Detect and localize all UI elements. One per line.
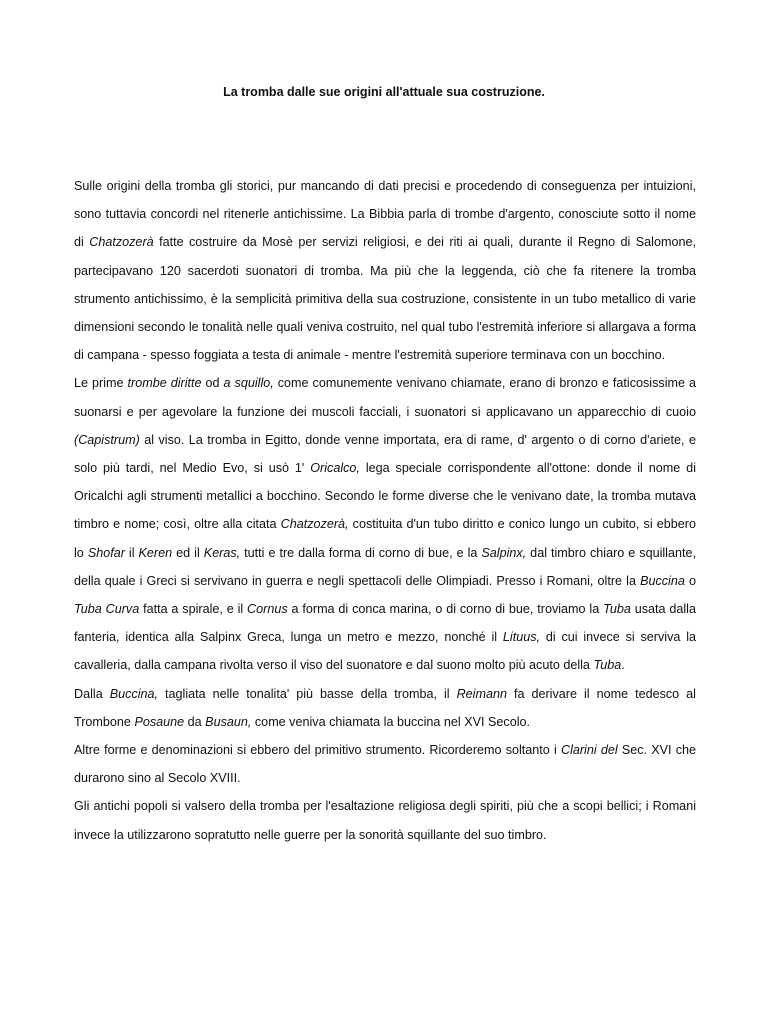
- text-run: fatta a spirale, e il: [139, 602, 248, 617]
- italic-term: Chatzozerà: [89, 235, 154, 250]
- italic-term: Tuba Curva: [74, 602, 140, 617]
- text-run: Dalla: [74, 686, 110, 701]
- italic-term: Salpinx,: [481, 545, 527, 560]
- italic-term: Clarini del: [560, 743, 618, 758]
- text-run: Altre forme e denominazioni si ebbero del primitivo strumento. Ricorderemo soltanto i: [74, 743, 561, 758]
- text-run: da: [184, 714, 206, 729]
- paragraph: [74, 736, 696, 792]
- document-body: [74, 172, 696, 849]
- italic-term: Shofar: [87, 545, 125, 560]
- text-run: Sulle origini della tromba gli storici, pur mancando di dati precisi e procedendo di conseguenza per intuizioni, sono tuttavia concordi nel ritenerle antichissime. La Bibbia parla di trombe d'argento, conosciute sotto il nome di: [74, 179, 696, 250]
- text-run: tutti e tre dalla forma di corno di bue, e la: [240, 545, 482, 560]
- text-run: come veniva chiamata la buccina nel XVI Secolo.: [251, 714, 531, 729]
- text-run: o: [684, 573, 696, 588]
- italic-term: Keras,: [203, 545, 241, 560]
- text-run: tagliata nelle tonalita' più basse della tromba, il: [158, 686, 457, 701]
- italic-term: Reimann: [456, 686, 507, 701]
- text-run: Gli antichi popoli si valsero della tromba per l'esaltazione religiosa degli spiriti, più che a scopi bellici; i Romani invece la utilizzarono sopratutto nelle guerre per la sonorità squillante del suo timbro.: [74, 799, 696, 842]
- italic-term: Oricalco,: [310, 461, 360, 476]
- paragraph: [74, 369, 696, 679]
- italic-term: Buccina,: [109, 686, 159, 701]
- italic-term: Cornus: [247, 602, 288, 617]
- paragraph: [74, 172, 696, 369]
- italic-term: Lituus,: [502, 630, 541, 645]
- italic-term: Chatzozerà,: [280, 517, 349, 532]
- text-run: a forma di conca marina, o di corno di bue, troviamo la: [287, 602, 604, 617]
- text-run: od: [201, 376, 224, 391]
- italic-term: Buccina: [640, 573, 685, 588]
- italic-term: Busaun,: [205, 714, 252, 729]
- text-run: ed il: [172, 545, 204, 560]
- text-run: .: [621, 658, 625, 673]
- italic-term: (Capistrum): [74, 432, 140, 447]
- paragraph: [74, 680, 696, 736]
- text-run: il: [124, 545, 139, 560]
- italic-term: Posaune: [134, 714, 185, 729]
- text-run: lega speciale corrispondente all'ottone: donde il nome di Oricalchi agli strumenti metallici a bocchino. Secondo le forme diverse che le venivano date, la tromba mutava timbro e nome; così, oltre alla citata: [74, 461, 696, 532]
- italic-term: Tuba: [593, 658, 622, 673]
- italic-term: Tuba: [603, 602, 631, 617]
- text-run: come comunemente venivano chiamate, erano di bronzo e faticosissime a suonarsi e per agevolare la funzione dei muscoli facciali, i suonatori sì applicavano un apparecchio di cuoio: [74, 376, 696, 419]
- text-run: Le prime: [74, 376, 128, 391]
- text-run: fa derivare il nome tedesco al Trombone: [74, 686, 696, 729]
- text-run: dal timbro chiaro e squillante, della quale i Greci si servivano in guerra e negli spettacoli delle Olimpiadi. Presso i Romani, oltre la: [74, 545, 696, 588]
- text-run: di cui invece si serviva la cavalleria, dalla campana rivolta verso il viso del suonatore e dal suono molto più acuto della: [74, 630, 696, 673]
- paragraph: [74, 792, 696, 848]
- italic-term: trombe diritte: [127, 376, 202, 391]
- italic-term: a squillo,: [223, 376, 274, 391]
- text-run: Sec. XVI che durarono sino al Secolo XVIII.: [74, 743, 697, 786]
- text-run: fatte costruire da Mosè per servizi religiosi, e dei riti ai quali, durante il Regno di Salomone, partecipavano 120 sacerdoti suonatori di tromba. Ma più che la leggenda, ciò che fa ritenere la tromba strumento antichissimo, è la semplicità primitiva della sua costruzione, consistente in un tubo metallico di varie dimensioni secondo le tonalità nelle quali veniva costruito, nel qual tubo l'estremità inferiore si allargava a forma di campana - spesso foggiata a testa di animale - mentre l'estremità superiore terminava con un bocchino.: [74, 235, 696, 363]
- italic-term: Keren: [138, 545, 173, 560]
- text-run: usata dalla fanteria, identica alla Salpinx Greca, lunga un metro e mezzo, nonché il: [74, 602, 696, 645]
- document-title: La tromba dalle sue origini all'attuale sua costruzione.: [223, 85, 545, 99]
- text-run: costituita d'un tubo diritto e conico lungo un cubito, si ebbero lo: [74, 517, 696, 560]
- text-run: al viso. La tromba in Egitto, donde venne importata, era di rame, d' argento o di corno d'ariete, e solo più tardi, nel Medio Evo, si usò 1': [74, 432, 696, 476]
